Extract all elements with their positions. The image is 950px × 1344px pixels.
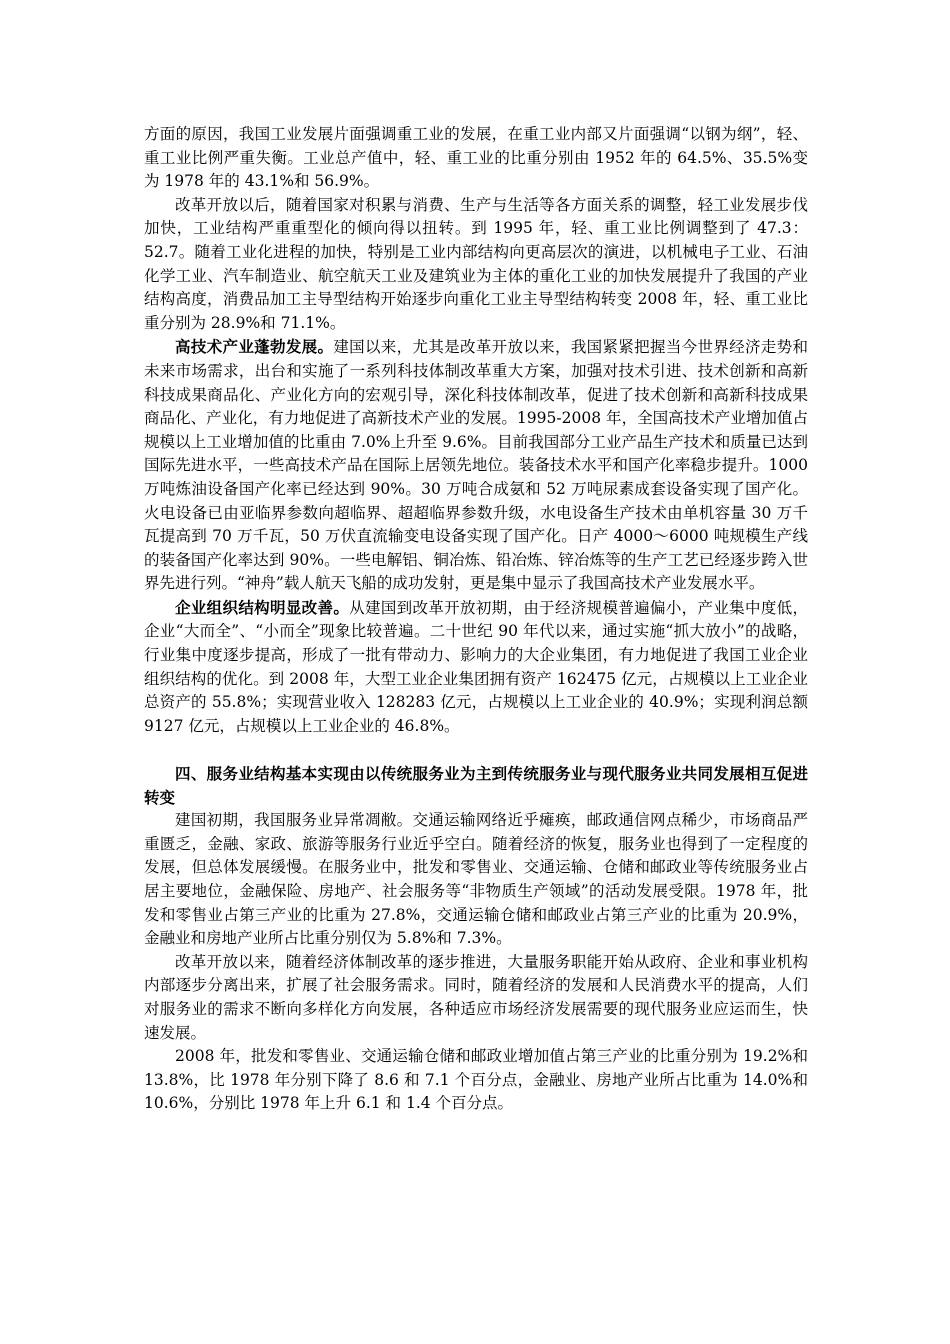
paragraph-body-enterprise: 从建国到改革开放初期，由于经济规模普遍偏小，产业集中度低，企业“大而全”、“小而全”现象比较普遍。二十世纪 90 年代以来，通过实施“抓大放小”的战略，行业集中度逐步提高，形成了一批有带动力、影响力的大企业集团，有力地促进了我国工业企业组织结构的优化。到 2008 年，大型工业企业集团拥有资产 162475 亿元，占规模以上工业企业总资产的 55.8%；实现营业收入 128283 亿元，占规模以上工业企业的 40.9%；实现利润总额 9127 亿元，占规模以上工业企业的 46.8%。 [144,598,808,735]
paragraph-services-early: 建国初期，我国服务业异常凋敝。交通运输网络近乎瘫痪，邮政通信网点稀少，市场商品严重匮乏，金融、家政、旅游等服务行业近乎空白。随着经济的恢复，服务业也得到了一定程度的发展，但总体发展缓慢。在服务业中，批发和零售业、交通运输、仓储和邮政业等传统服务业占居主要地位，金融保险、房地产、社会服务等“非物质生产领域”的活动发展受限。1978 年，批发和零售业占第三产业的比重为 27.8%，交通运输仓储和邮政业占第三产业的比重为 20.9%，金融业和房地产业所占比重分别仅为 5.8%和 7.3%。 [144,811,808,948]
paragraph-high-tech [144,335,808,596]
paragraph-services-reform: 改革开放以来，随着经济体制改革的逐步推进，大量服务职能开始从政府、企业和事业机构内部逐步分离出来，扩展了社会服务需求。同时，随着经济的发展和人民消费水平的提高，人们对服务业的需求不断向多样化方向发展，各种适应市场经济发展需要的现代服务业应运而生，快速发展。 [144,952,808,1042]
paragraph-services-2008: 2008 年，批发和零售业、交通运输仓储和邮政业增加值占第三产业的比重分别为 19.2%和 13.8%，比 1978 年分别下降了 8.6 和 7.1 个百分点，金融业、房地产业所占比重为 14.0%和 10.6%，分别比 1978 年上升 6.1 和 1.4 个百分点。 [144,1047,808,1113]
paragraph-enterprise-structure [144,596,808,739]
paragraph-body-high-tech: 建国以来，尤其是改革开放以来，我国紧紧把握当今世界经济走势和未来市场需求，出台和实施了一系列科技体制改革重大方案，加强对技术引进、技术创新和高新科技成果商品化、产业化方向的宏观引导，深化科技体制改革，促进了技术创新和高新科技成果商品化、产业化，有力地促进了高新技术产业的发展。1995-2008 年，全国高技术产业增加值占规模以上工业增加值的比重由 7.0%上升至 9.6%。目前我国部分工业产品生产技术和质量已达到国际先进水平，一些高技术产品在国际上居领先地位。装备技术水平和国产化率稳步提升。1000 万吨炼油设备国产化率已经达到 90%。30 万吨合成氨和 52 万吨尿素成套设备实现了国产化。火电设备已由亚临界参数向超临界、超超临界参数升级，水电设备生产技术由单机容量 30 万千瓦提高到 70 万千瓦，50 万伏直流输变电设备实现了国产化。日产 4000～6000 吨规模生产线的装备国产化率达到 90%。一些电解铝、铜冶炼、铅冶炼、锌冶炼等的生产工艺已经逐步跨入世界先进行列。“神舟”载人航天飞船的成功发射，更是集中显示了我国高技术产业发展水平。 [144,338,808,593]
document-page [144,123,808,1116]
paragraph-lead-high-tech: 高技术产业蓬勃发展。 [175,337,334,357]
section-heading-services: 四、服务业结构基本实现由以传统服务业为主到传统服务业与现代服务业共同发展相互促进转变 [144,764,808,807]
paragraph-reform-light-heavy: 改革开放以后，随着国家对积累与消费、生产与生活等各方面关系的调整，轻工业发展步伐加快，工业结构严重重型化的倾向得以扭转。到 1995 年，轻、重工业比例调整到了 47.3：52.7。随着工业化进程的加快，特别是工业内部结构向更高层次的演进，以机械电子工业、石油化学工业、汽车制造业、航空航天工业及建筑业为主体的重化工业的加快发展提升了我国的产业结构高度，消费品加工主导型结构开始逐步向重化工业主导型结构转变 2008 年，轻、重工业比重分别为 28.9%和 71.1%。 [144,195,808,332]
paragraph-lead-enterprise: 企业组织结构明显改善。 [175,597,350,617]
paragraph-industry-ratio: 方面的原因，我国工业发展片面强调重工业的发展，在重工业内部又片面强调“以钢为纲”，轻、重工业比例严重失衡。工业总产值中，轻、重工业的比重分别由 1952 年的 64.5%、35.5%变为 1978 年的 43.1%和 56.9%。 [144,125,808,191]
